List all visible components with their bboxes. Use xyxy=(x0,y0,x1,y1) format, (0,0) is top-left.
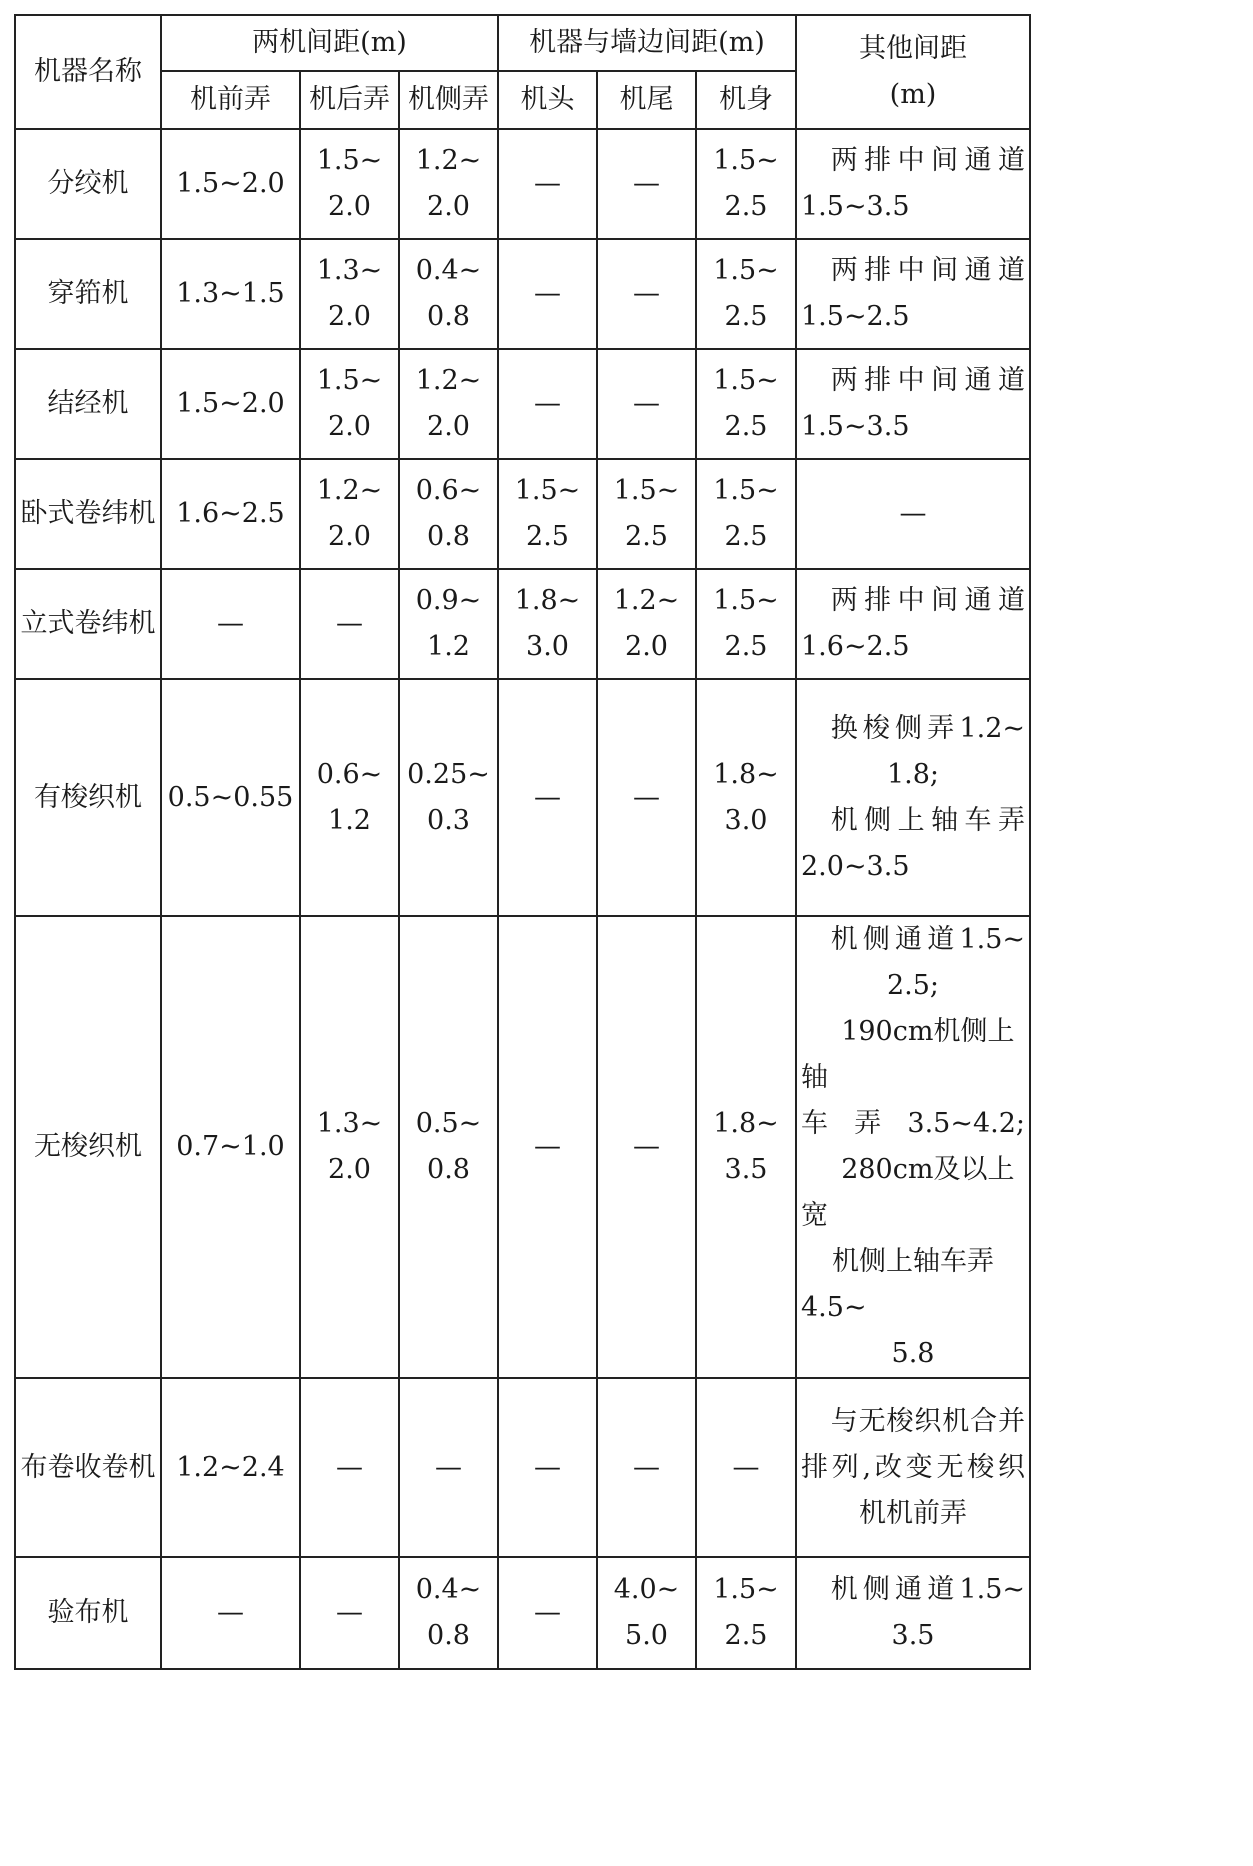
cell-line: 0.8 xyxy=(427,301,470,332)
cell-line: 1.5~ xyxy=(514,475,581,506)
cell-line: 2.0 xyxy=(625,631,668,662)
cell-line: 1.8~ xyxy=(713,758,779,790)
header-back-aisle: 机后弄 xyxy=(300,71,399,129)
cell-line: 排列,改变无梭织 xyxy=(801,1451,1025,1483)
cell-line: — xyxy=(633,1451,660,1483)
cell-name xyxy=(15,129,161,239)
cell-line: 1.2~ xyxy=(415,145,482,176)
cell-line: 2.5 xyxy=(526,521,569,552)
cell-line: 卧式卷纬机 xyxy=(20,498,156,529)
cell-line: 0.3 xyxy=(427,804,470,836)
cell-line: 1.2 xyxy=(427,631,470,662)
cell-line: 0.4~ xyxy=(415,255,482,286)
cell-other xyxy=(796,1378,1030,1557)
cell-line: 换梭侧弄1.2~ xyxy=(830,712,1025,744)
cell-line: — xyxy=(336,1597,363,1628)
cell-line: 2.0~3.5 xyxy=(801,850,910,882)
cell-line: — xyxy=(435,1451,462,1483)
cell-line: 2.0 xyxy=(328,301,371,332)
cell-back xyxy=(300,129,399,239)
cell-line: 1.5~ xyxy=(316,145,383,176)
cell-line: 2.5 xyxy=(724,411,768,442)
cell-back xyxy=(300,916,399,1378)
cell-name xyxy=(15,679,161,916)
cell-line: 机侧通道1.5~ xyxy=(830,1574,1025,1605)
cell-line: 1.3~ xyxy=(316,255,383,286)
header-other-spacing xyxy=(796,15,1030,129)
cell-line: 0.5~0.55 xyxy=(167,781,294,813)
cell-line: 两排中间通道 xyxy=(830,255,1025,286)
cell-line: 1.2~ xyxy=(613,585,680,616)
cell-line: 车弄3.5~4.2; xyxy=(801,1108,1025,1139)
header-head: 机头 xyxy=(498,71,597,129)
cell-line: 190cm机侧上轴 xyxy=(801,1016,1015,1093)
cell-head xyxy=(498,459,597,569)
cell-name xyxy=(15,239,161,349)
cell-line: 机侧通道1.5~ xyxy=(830,924,1025,955)
cell-line: 5.0 xyxy=(625,1620,668,1651)
cell-front xyxy=(161,1557,300,1669)
cell-line: — xyxy=(633,278,660,309)
cell-other xyxy=(796,349,1030,459)
cell-tail xyxy=(597,569,696,679)
cell-line: — xyxy=(534,1451,561,1483)
cell-line: — xyxy=(633,781,660,813)
cell-line: 0.8 xyxy=(427,1620,470,1651)
cell-line: 1.8~ xyxy=(713,1108,779,1139)
cell-side xyxy=(399,1557,498,1669)
cell-other xyxy=(796,129,1030,239)
cell-head xyxy=(498,679,597,916)
cell-line: 0.8 xyxy=(427,1154,470,1185)
cell-line: 1.6~2.5 xyxy=(176,498,285,529)
cell-front xyxy=(161,349,300,459)
cell-side xyxy=(399,569,498,679)
cell-line: 2.0 xyxy=(328,1154,371,1185)
cell-other xyxy=(796,679,1030,916)
cell-line: 1.5~ xyxy=(613,475,680,506)
cell-line: 0.6~ xyxy=(316,758,383,790)
cell-line: 2.0 xyxy=(328,521,371,552)
cell-head xyxy=(498,349,597,459)
cell-other xyxy=(796,239,1030,349)
cell-body xyxy=(696,569,796,679)
cell-tail xyxy=(597,679,696,916)
cell-line: 验布机 xyxy=(47,1597,129,1628)
cell-line: 1.8; xyxy=(886,758,940,790)
cell-line: 0.5~ xyxy=(415,1108,482,1139)
cell-tail xyxy=(597,916,696,1378)
cell-line: 1.3~ xyxy=(316,1108,383,1139)
header-between-machines: 两机间距(m) xyxy=(161,15,498,71)
cell-line: — xyxy=(217,1597,244,1628)
cell-line: 2.5; xyxy=(886,970,940,1001)
cell-line: — xyxy=(633,388,660,419)
cell-side xyxy=(399,459,498,569)
cell-line: 机机前弄 xyxy=(859,1497,967,1529)
cell-other xyxy=(796,1557,1030,1669)
cell-line: 1.8~ xyxy=(514,585,581,616)
cell-body xyxy=(696,916,796,1378)
cell-back xyxy=(300,459,399,569)
cell-line: 2.0 xyxy=(427,411,470,442)
cell-line: 1.2~ xyxy=(316,475,383,506)
table-row xyxy=(15,916,1030,1378)
cell-side xyxy=(399,349,498,459)
cell-head xyxy=(498,239,597,349)
cell-name xyxy=(15,459,161,569)
cell-tail xyxy=(597,349,696,459)
cell-other xyxy=(796,569,1030,679)
cell-line: 1.5~2.0 xyxy=(176,388,285,419)
cell-line: 1.5~3.5 xyxy=(801,411,910,442)
cell-line: — xyxy=(534,1131,561,1162)
cell-line: 结经机 xyxy=(47,388,129,419)
cell-name xyxy=(15,1378,161,1557)
cell-line: 3.5 xyxy=(891,1620,935,1651)
cell-body xyxy=(696,679,796,916)
table-row xyxy=(15,679,1030,916)
header-side-aisle: 机侧弄 xyxy=(399,71,498,129)
cell-body xyxy=(696,1378,796,1557)
cell-line: — xyxy=(633,168,660,199)
cell-line: 无梭织机 xyxy=(34,1131,142,1162)
cell-front xyxy=(161,679,300,916)
cell-body xyxy=(696,349,796,459)
cell-tail xyxy=(597,129,696,239)
cell-head xyxy=(498,569,597,679)
cell-line: 1.5~ xyxy=(316,365,383,396)
cell-line: 立式卷纬机 xyxy=(20,608,156,639)
cell-line: 1.5~ xyxy=(713,145,779,176)
cell-body xyxy=(696,459,796,569)
table-row xyxy=(15,239,1030,349)
cell-tail xyxy=(597,1557,696,1669)
cell-body xyxy=(696,1557,796,1669)
cell-back xyxy=(300,1557,399,1669)
table-row xyxy=(15,459,1030,569)
cell-line: 机侧上轴车弄 xyxy=(830,804,1025,836)
cell-side xyxy=(399,679,498,916)
header-machine-to-wall: 机器与墙边间距(m) xyxy=(498,15,796,71)
header-tail: 机尾 xyxy=(597,71,696,129)
cell-line: 两排中间通道 xyxy=(830,365,1025,396)
cell-line: 1.5~3.5 xyxy=(801,191,910,222)
cell-line: 280cm及以上宽 xyxy=(801,1154,1015,1231)
table-row xyxy=(15,1378,1030,1557)
cell-line: 4.0~ xyxy=(613,1574,680,1605)
cell-front xyxy=(161,569,300,679)
cell-other xyxy=(796,459,1030,569)
cell-line: 1.5~ xyxy=(713,255,779,286)
cell-line: 2.0 xyxy=(427,191,470,222)
spacing-table xyxy=(14,14,1031,1670)
cell-line: 1.6~2.5 xyxy=(801,631,910,662)
cell-head xyxy=(498,916,597,1378)
cell-line: — xyxy=(534,781,561,813)
cell-line: 2.5 xyxy=(724,1620,768,1651)
cell-line: 穿筘机 xyxy=(47,278,129,309)
cell-front xyxy=(161,239,300,349)
cell-line: 0.9~ xyxy=(415,585,482,616)
table-row xyxy=(15,1557,1030,1669)
cell-line: — xyxy=(217,608,244,639)
cell-line: 1.5~ xyxy=(713,1574,779,1605)
cell-back xyxy=(300,569,399,679)
cell-front xyxy=(161,916,300,1378)
table-row xyxy=(15,349,1030,459)
cell-line: 0.6~ xyxy=(415,475,482,506)
cell-side xyxy=(399,239,498,349)
cell-head xyxy=(498,1557,597,1669)
header-other-label: 其他间距 xyxy=(859,33,967,64)
cell-line: 有梭织机 xyxy=(34,781,142,813)
cell-front xyxy=(161,129,300,239)
cell-line: 2.0 xyxy=(328,411,371,442)
cell-line: — xyxy=(899,498,927,529)
cell-line: — xyxy=(534,278,561,309)
cell-name xyxy=(15,569,161,679)
cell-line: 0.4~ xyxy=(415,1574,482,1605)
cell-body xyxy=(696,239,796,349)
cell-side xyxy=(399,129,498,239)
cell-back xyxy=(300,239,399,349)
header-machine-name: 机器名称 xyxy=(15,15,161,129)
cell-front xyxy=(161,1378,300,1557)
cell-line: 1.5~ xyxy=(713,585,779,616)
cell-tail xyxy=(597,239,696,349)
cell-line: 2.0 xyxy=(328,191,371,222)
cell-line: 2.5 xyxy=(724,631,768,662)
cell-tail xyxy=(597,459,696,569)
cell-line: 5.8 xyxy=(891,1338,935,1369)
cell-back xyxy=(300,1378,399,1557)
cell-back xyxy=(300,349,399,459)
cell-line: — xyxy=(534,388,561,419)
cell-line: 1.5~ xyxy=(713,475,779,506)
cell-line: 1.2~ xyxy=(415,365,482,396)
cell-line: 2.5 xyxy=(724,521,768,552)
cell-other xyxy=(796,916,1030,1378)
cell-tail xyxy=(597,1378,696,1557)
cell-line: 1.5~ xyxy=(713,365,779,396)
header-other-unit: (m) xyxy=(889,79,937,110)
cell-line: 0.25~ xyxy=(407,758,490,790)
cell-line: 两排中间通道 xyxy=(830,585,1025,616)
cell-head xyxy=(498,129,597,239)
cell-line: 两排中间通道 xyxy=(830,145,1025,176)
cell-line: 布卷收卷机 xyxy=(20,1451,156,1483)
cell-line: 1.2~2.4 xyxy=(176,1451,285,1483)
cell-line: 3.0 xyxy=(724,804,768,836)
cell-line: 机侧上轴车弄4.5~ xyxy=(801,1246,994,1323)
cell-head xyxy=(498,1378,597,1557)
cell-back xyxy=(300,679,399,916)
cell-line: 1.5~2.0 xyxy=(176,168,285,199)
cell-line: — xyxy=(732,1451,760,1483)
cell-name xyxy=(15,1557,161,1669)
cell-side xyxy=(399,916,498,1378)
header-body: 机身 xyxy=(696,71,796,129)
cell-line: 2.5 xyxy=(625,521,668,552)
cell-line: 2.5 xyxy=(724,191,768,222)
cell-line: 0.7~1.0 xyxy=(176,1131,285,1162)
cell-line: — xyxy=(534,1597,561,1628)
cell-line: 0.8 xyxy=(427,521,470,552)
cell-line: 3.0 xyxy=(526,631,569,662)
cell-line: — xyxy=(336,1451,363,1483)
cell-line: — xyxy=(633,1131,660,1162)
cell-line: — xyxy=(534,168,561,199)
cell-body xyxy=(696,129,796,239)
cell-name xyxy=(15,349,161,459)
cell-line: 分绞机 xyxy=(47,168,129,199)
cell-line: 2.5 xyxy=(724,301,768,332)
table-body xyxy=(15,129,1030,1669)
cell-line: — xyxy=(336,608,363,639)
header-front-aisle: 机前弄 xyxy=(161,71,300,129)
cell-line: 与无梭织机合并 xyxy=(830,1405,1025,1437)
cell-front xyxy=(161,459,300,569)
cell-line: 3.5 xyxy=(724,1154,768,1185)
table-row xyxy=(15,129,1030,239)
cell-line: 1.3~1.5 xyxy=(176,278,285,309)
cell-line: 1.5~2.5 xyxy=(801,301,910,332)
cell-side xyxy=(399,1378,498,1557)
cell-line: 1.2 xyxy=(328,804,371,836)
cell-name xyxy=(15,916,161,1378)
table-row xyxy=(15,569,1030,679)
